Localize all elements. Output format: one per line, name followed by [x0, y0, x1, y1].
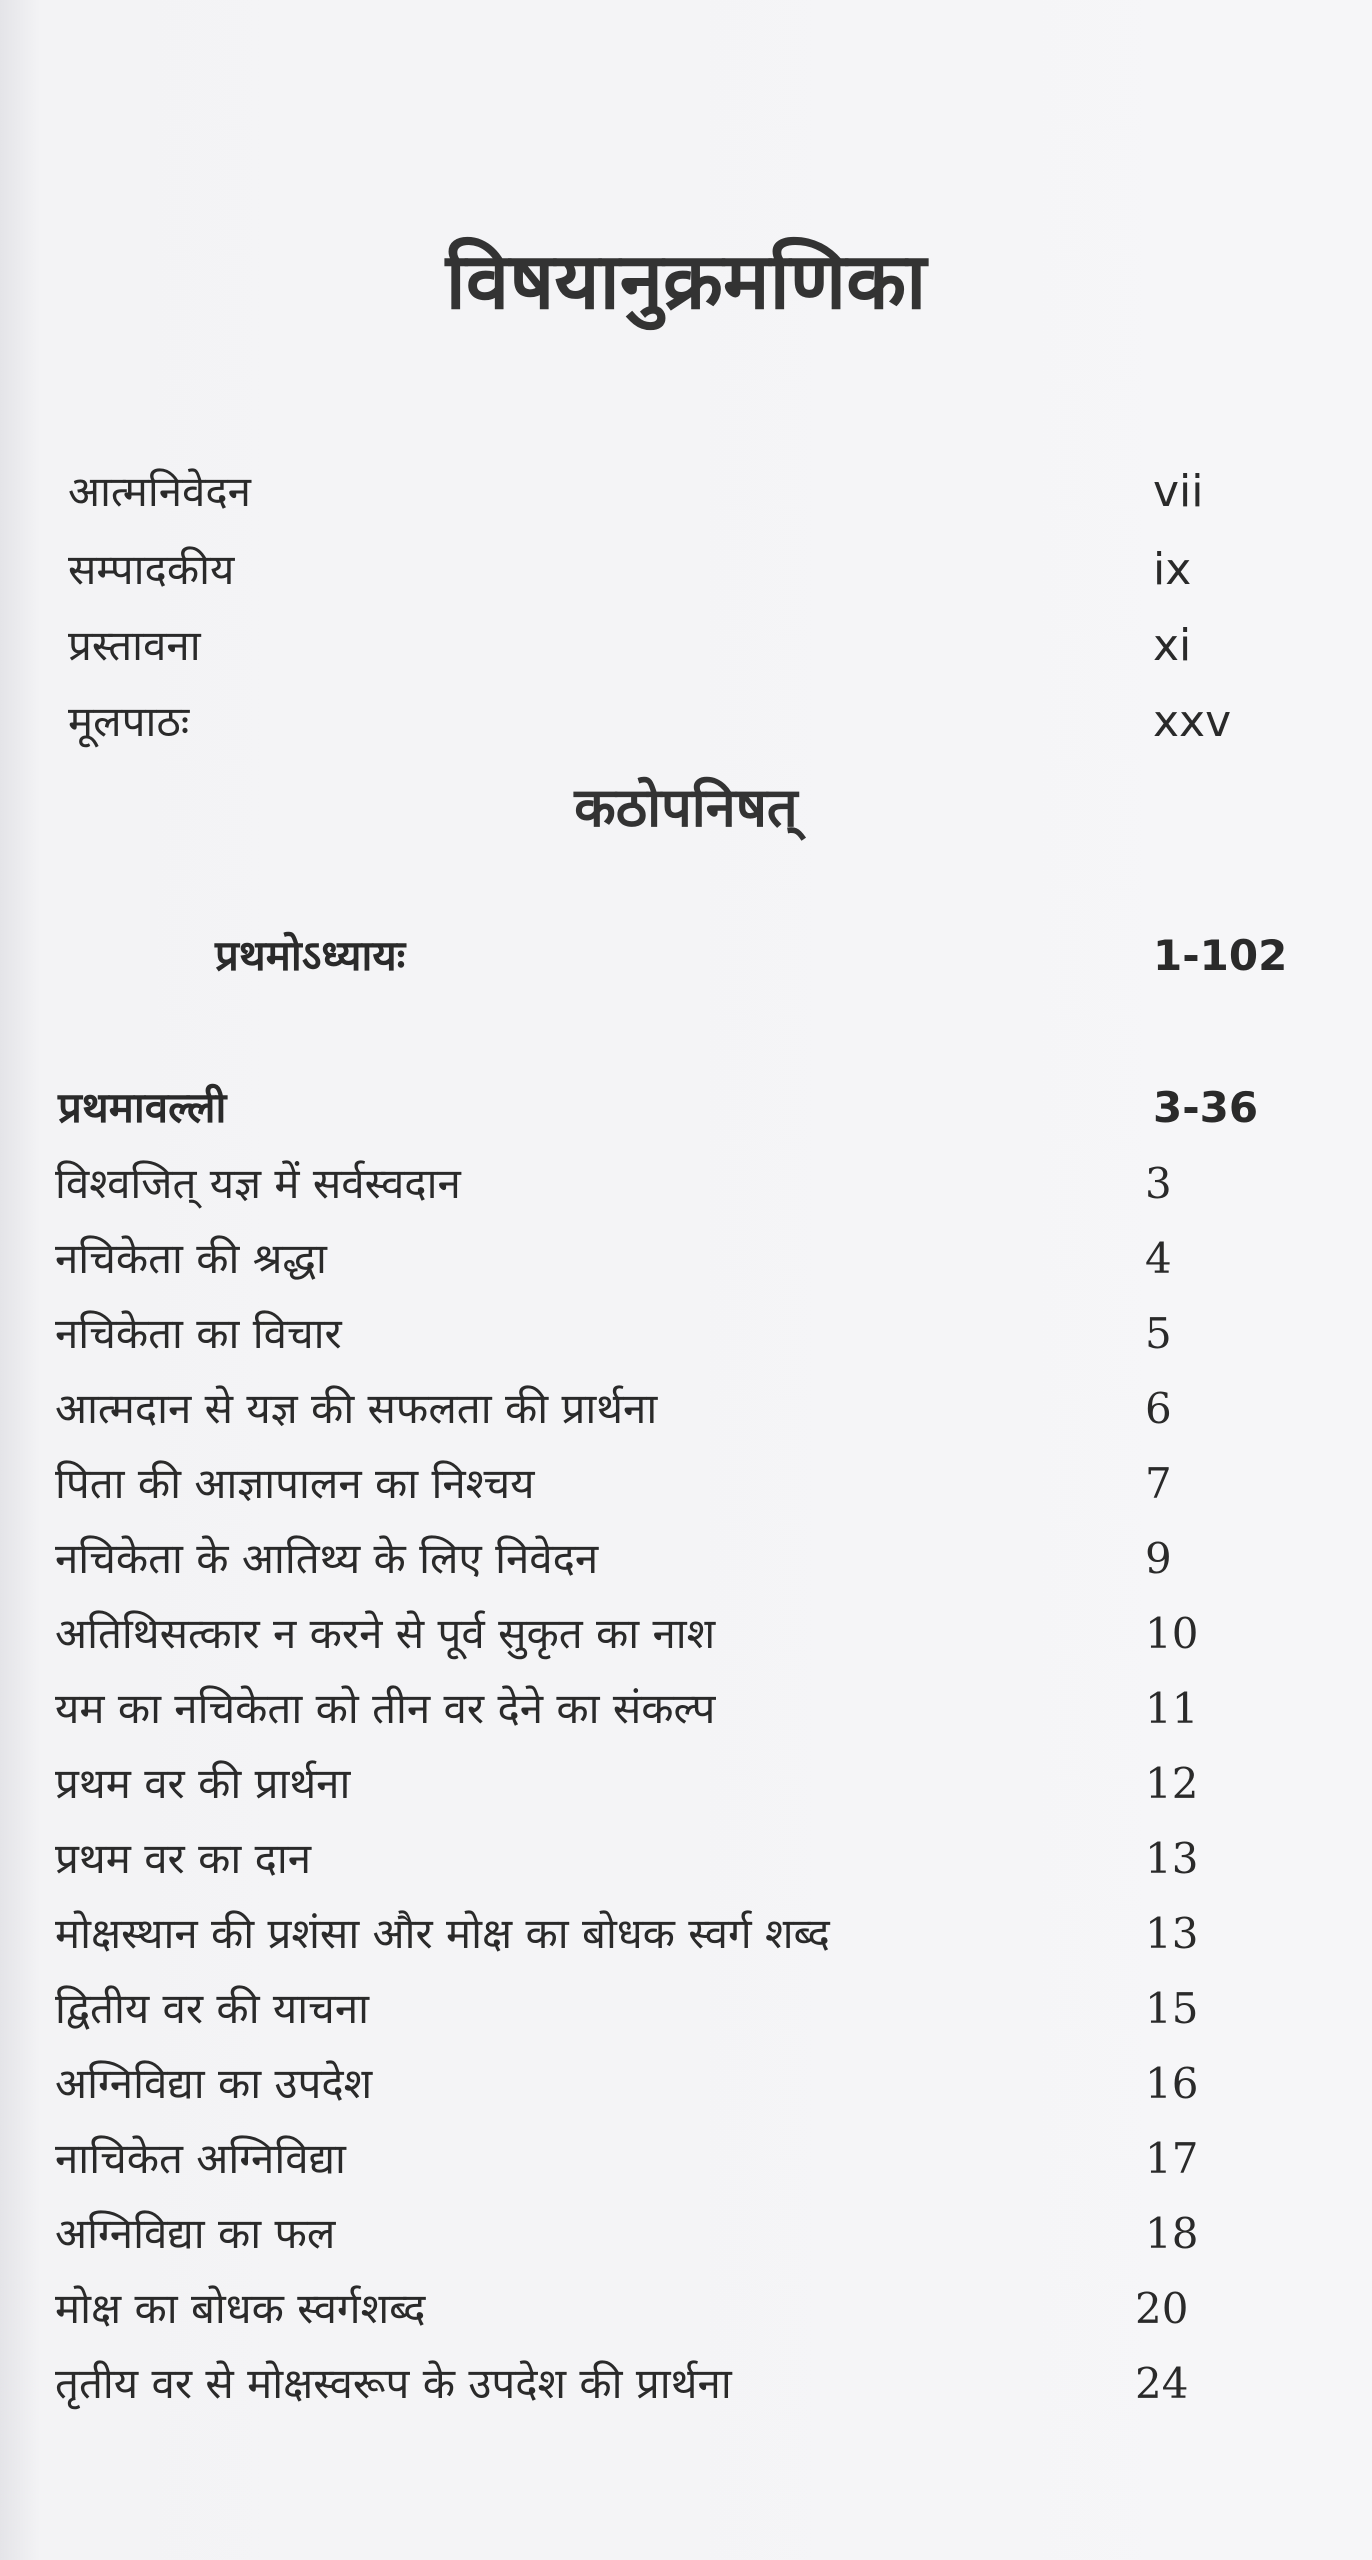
- toc-label: प्रथम वर का दान: [55, 1834, 312, 1883]
- toc-label: नचिकेता की श्रद्धा: [55, 1234, 327, 1283]
- toc-label: आत्मनिवेदन: [68, 467, 251, 516]
- toc-page: 17: [1145, 2134, 1199, 2183]
- toc-page: 5: [1145, 1309, 1172, 1358]
- toc-label: द्वितीय वर की याचना: [55, 1984, 370, 2033]
- toc-page: xxv: [1153, 696, 1232, 747]
- toc-label: पिता की आज्ञापालन का निश्चय: [55, 1459, 535, 1508]
- toc-page: 7: [1145, 1459, 1172, 1508]
- toc-label: नाचिकेत अग्निविद्या: [55, 2134, 346, 2183]
- toc-row: [55, 2198, 1305, 2270]
- toc-label: मोक्ष का बोधक स्वर्गशब्द: [55, 2284, 426, 2333]
- toc-label: मूलपाठः: [68, 697, 190, 746]
- toc-row: [55, 1673, 1305, 1745]
- toc-row: [55, 1823, 1305, 1895]
- toc-row: [55, 1373, 1305, 1445]
- toc-label: विश्वजित् यज्ञ में सर्वस्वदान: [55, 1159, 461, 1208]
- toc-label: नचिकेता का विचार: [55, 1309, 342, 1358]
- toc-page: 4: [1145, 1234, 1172, 1283]
- toc-label: आत्मदान से यज्ञ की सफलता की प्रार्थना: [55, 1384, 658, 1433]
- toc-page: 18: [1145, 2209, 1199, 2258]
- toc-page: 13: [1145, 1834, 1199, 1883]
- toc-page: 13: [1145, 1909, 1199, 1958]
- toc-page: 9: [1145, 1534, 1172, 1583]
- toc-page: 3: [1145, 1159, 1172, 1208]
- toc-row: [68, 610, 1308, 682]
- adhyaya-label: प्रथमोऽध्यायः: [215, 931, 406, 980]
- valli-row: [58, 1072, 1308, 1144]
- valli-label: प्रथमावल्ली: [58, 1083, 227, 1132]
- toc-page: 11: [1145, 1684, 1199, 1733]
- adhyaya-page: 1-102: [1153, 931, 1288, 980]
- toc-row: [55, 2123, 1305, 2195]
- toc-page: 16: [1145, 2059, 1199, 2108]
- toc-row: [55, 1148, 1305, 1220]
- adhyaya-row: [215, 920, 1315, 992]
- toc-row: [55, 2348, 1305, 2420]
- toc-row: [55, 1448, 1305, 1520]
- page-title: विषयानुक्रमणिका: [445, 237, 927, 327]
- toc-page: xi: [1153, 620, 1192, 671]
- toc-page: 20: [1135, 2284, 1189, 2333]
- toc-row: [68, 686, 1308, 758]
- toc-page: 10: [1145, 1609, 1199, 1658]
- toc-label: अग्निविद्या का उपदेश: [55, 2059, 373, 2108]
- section-title: कठोपनिषत्: [574, 776, 798, 839]
- toc-row: [55, 2048, 1305, 2120]
- toc-label: नचिकेता के आतिथ्य के लिए निवेदन: [55, 1534, 599, 1583]
- toc-label: मोक्षस्थान की प्रशंसा और मोक्ष का बोधक स्वर्ग शब्द: [55, 1909, 830, 1958]
- toc-row: [55, 1748, 1305, 1820]
- toc-page: ix: [1153, 544, 1192, 595]
- toc-row: [55, 1298, 1305, 1370]
- toc-label: तृतीय वर से मोक्षस्वरूप के उपदेश की प्रार्थना: [55, 2359, 732, 2408]
- toc-label: अतिथिसत्कार न करने से पूर्व सुकृत का नाश: [55, 1609, 716, 1658]
- toc-page: 24: [1135, 2359, 1189, 2408]
- toc-row: [55, 1523, 1305, 1595]
- toc-row: [55, 1898, 1305, 1970]
- toc-page: 15: [1145, 1984, 1199, 2033]
- valli-page: 3-36: [1153, 1083, 1259, 1132]
- toc-row: [55, 2273, 1305, 2345]
- toc-label: प्रथम वर की प्रार्थना: [55, 1759, 351, 1808]
- toc-row: [68, 456, 1308, 528]
- toc-label: अग्निविद्या का फल: [55, 2209, 336, 2258]
- toc-row: [55, 1973, 1305, 2045]
- toc-row: [68, 534, 1308, 606]
- toc-label: सम्पादकीय: [68, 545, 235, 594]
- toc-page: 6: [1145, 1384, 1172, 1433]
- toc-label: प्रस्तावना: [68, 621, 201, 670]
- toc-row: [55, 1223, 1305, 1295]
- toc-page: vii: [1153, 466, 1204, 517]
- toc-page: 12: [1145, 1759, 1199, 1808]
- toc-row: [55, 1598, 1305, 1670]
- toc-label: यम का नचिकेता को तीन वर देने का संकल्प: [55, 1684, 716, 1733]
